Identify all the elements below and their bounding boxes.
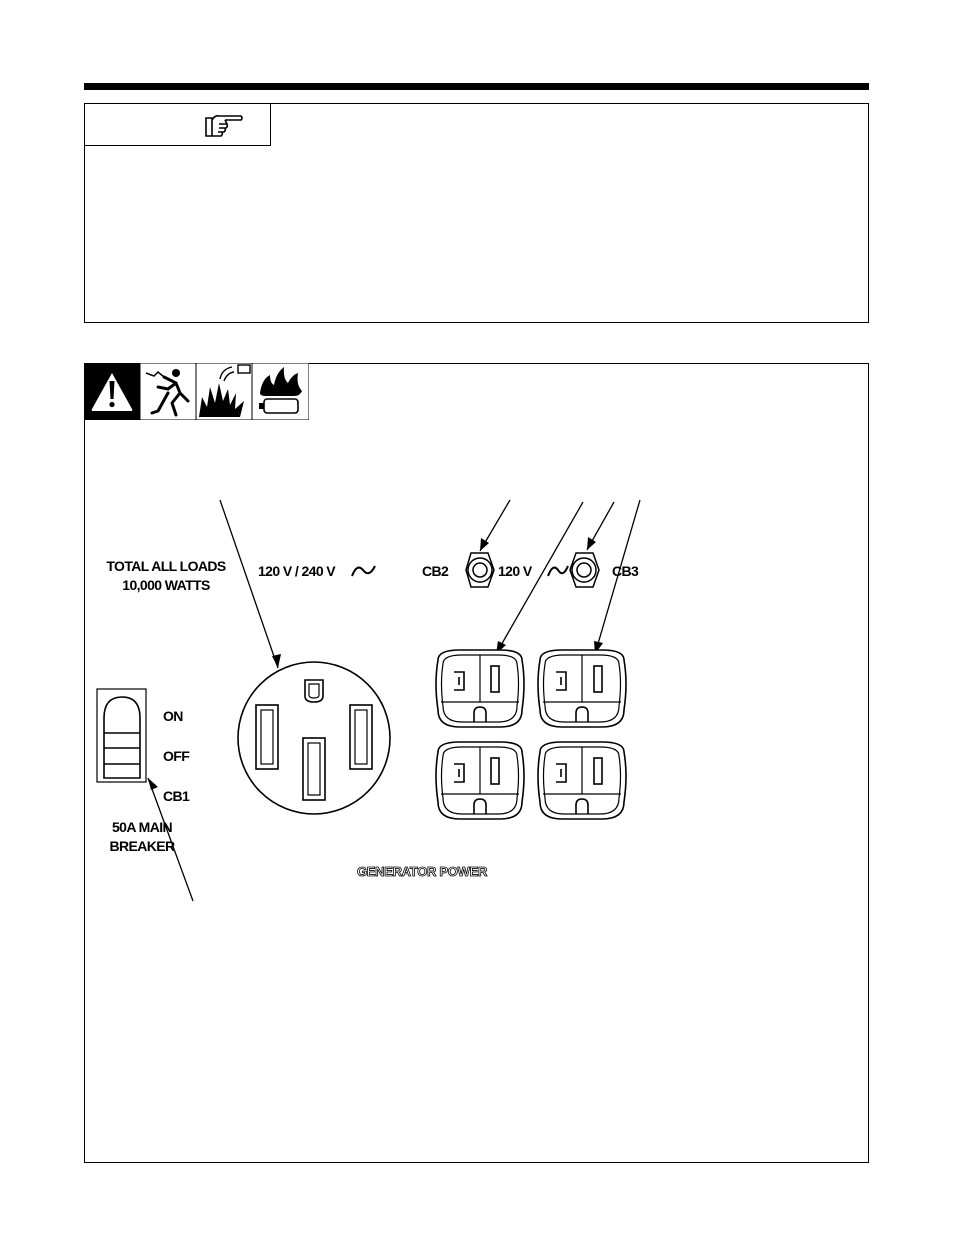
generator-power-label: GENERATOR POWER [356, 864, 488, 879]
receptacle-240v[interactable] [238, 662, 390, 814]
total-loads-label-line2: 10,000 WATTS [122, 577, 210, 593]
receptacle-120v-bottom-left[interactable] [436, 742, 524, 819]
cb3-label: CB3 [612, 563, 639, 579]
main-breaker-label-line1: 50A MAIN [111, 819, 173, 835]
voltage-240-label: 120 V / 240 V [258, 563, 336, 579]
cb1-main-breaker-switch[interactable] [97, 689, 146, 782]
receptacle-120v-top-right[interactable] [538, 650, 626, 727]
total-loads-label-line1: TOTAL ALL LOADS [106, 558, 226, 574]
main-breaker-label-line2: BREAKER [109, 838, 175, 854]
receptacle-120v-top-left[interactable] [436, 650, 524, 727]
cb1-label: CB1 [163, 788, 190, 804]
cb2-label: CB2 [422, 563, 449, 579]
ac-symbol-icon [548, 566, 568, 576]
cb3-breaker-button[interactable] [570, 553, 599, 587]
switch-on-label: ON [163, 708, 183, 724]
voltage-120-label: 120 V [498, 563, 532, 579]
cb2-breaker-button[interactable] [466, 553, 494, 587]
switch-off-label: OFF [163, 748, 190, 764]
receptacle-120v-bottom-right[interactable] [538, 742, 626, 819]
ac-symbol-icon [352, 566, 375, 576]
